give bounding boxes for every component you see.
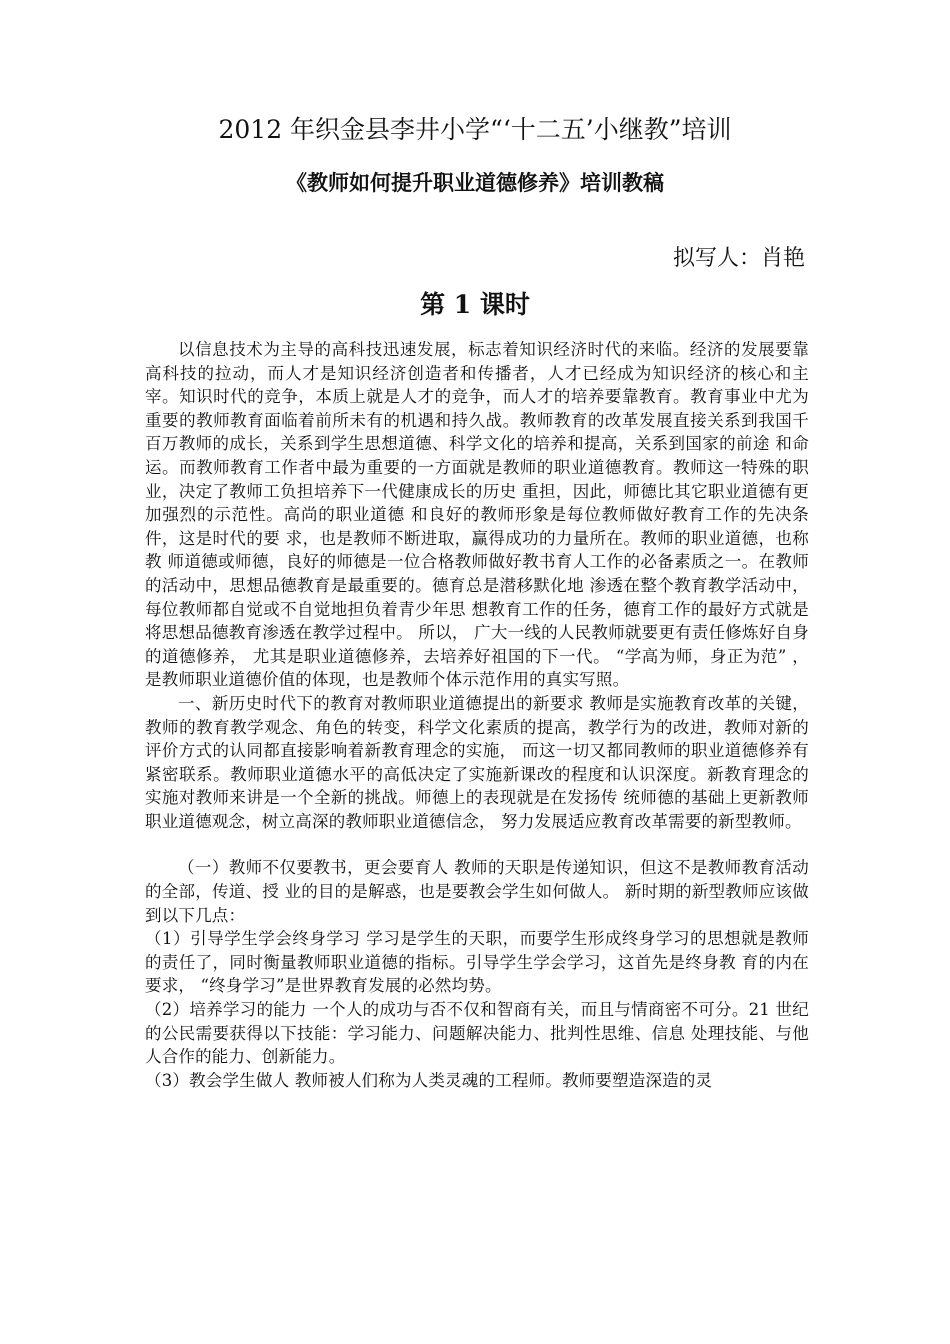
document-title: 2012 年织金县李井小学“‘十二五’小继教”培训	[218, 115, 732, 144]
document-body	[145, 338, 809, 1092]
lesson-heading: 第 1 课时	[420, 290, 530, 319]
author-line: 拟写人：肖艳	[672, 246, 805, 271]
document-subtitle: 《教师如何提升职业道德修养》培训教稿	[286, 170, 664, 195]
subsection-one-paragraph: （一）教师不仅要教书，更会要育人 教师的天职是传递知识，但这不是教师教育活动的全部，传道、授 业的目的是解惑，也是要教会学生如何做人。 新时期的新型教师应该做到以下几点：	[145, 858, 809, 925]
section-one-paragraph: 一、新历史时代下的教育对教师职业道德提出的新要求 教师是实施教育改革的关键，教师的教育教学观念、角色的转变，科学文化素质的提高，教学行为的改进，教师对新的评价方式的认同都直接影响着新教育理念的实施， 而这一切又都同教师的职业道德修养有紧密联系。教师职业道德水平的高低决定了实施新课改的程度和认识深度。新教育理念的实施对教师来讲是一个全新的挑战。师德上的表现就是在发扬传 统师德的基础上更新教师职业道德观念，树立高深的教师职业道德信念， 努力发展适应教育改革需要的新型教师。	[145, 693, 809, 831]
list-item-2: （2）培养学习的能力 一个人的成功与否不仅和智商有关，而且与情商密不可分。21 世纪 的公民需要获得以下技能：学习能力、问题解决能力、批判性思维、信息 处理技能、与他人合作的能力、创新能力。	[145, 1000, 809, 1067]
list-item-1: （1）引导学生学会终身学习 学习是学生的天职，而要学生形成终身学习的思想就是教师的责任了，同时衡量教师职业道德的指标。引导学生学会学习，这首先是终身教 育的内在要求， “终身学习”是世界教育发展的必然均势。	[145, 929, 809, 996]
list-item-3: （3）教会学生做人 教师被人们称为人类灵魂的工程师。教师要塑造深造的灵	[145, 1070, 713, 1090]
paragraph-spacer	[145, 833, 809, 856]
intro-paragraph: 以信息技术为主导的高科技迅速发展，标志着知识经济时代的来临。经济的发展要靠高科技的拉动，而人才是知识经济创造者和传播者，人才已经成为知识经济的核心和主宰。知识时代的竞争，本质上就是人才的竞争，而人才的培养要靠教育。教育事业中尤为重要的教师教育面临着前所未有的机遇和持久战。教师教育的改革发展直接关系到我国千百万教师的成长，关系到学生思想道德、科学文化的培养和提高，关系到国家的前途 和命运。而教师教育工作者中最为重要的一方面就是教师的职业道德教育。教师这一特殊的职业，决定了教师工负担培养下一代健康成长的历史 重担，因此，师德比其它职业道德有更加强烈的示范性。高尚的职业道德 和良好的教师形象是每位教师做好教育工作的先决条件，这是时代的要 求，也是教师不断进取，赢得成功的力量所在。教师的职业道德，也称教 师道德或师德，良好的师德是一位合格教师做好教书育人工作的必备素质之一。在教师的活动中，思想品德教育是最重要的。德育总是潜移默化地 渗透在整个教育教学活动中，每位教师都自觉或不自觉地担负着青少年思 想教育工作的任务，德育工作的最好方式就是将思想品德教育渗透在教学过程中。 所以， 广大一线的人民教师就要更有责任修炼好自身的道德修养， 尤其是职业道德修养，去培养好祖国的下一代。 “学高为师，身正为范” ， 是教师职业道德价值的体现，也是教师个体示范作用的真实写照。	[145, 340, 809, 690]
